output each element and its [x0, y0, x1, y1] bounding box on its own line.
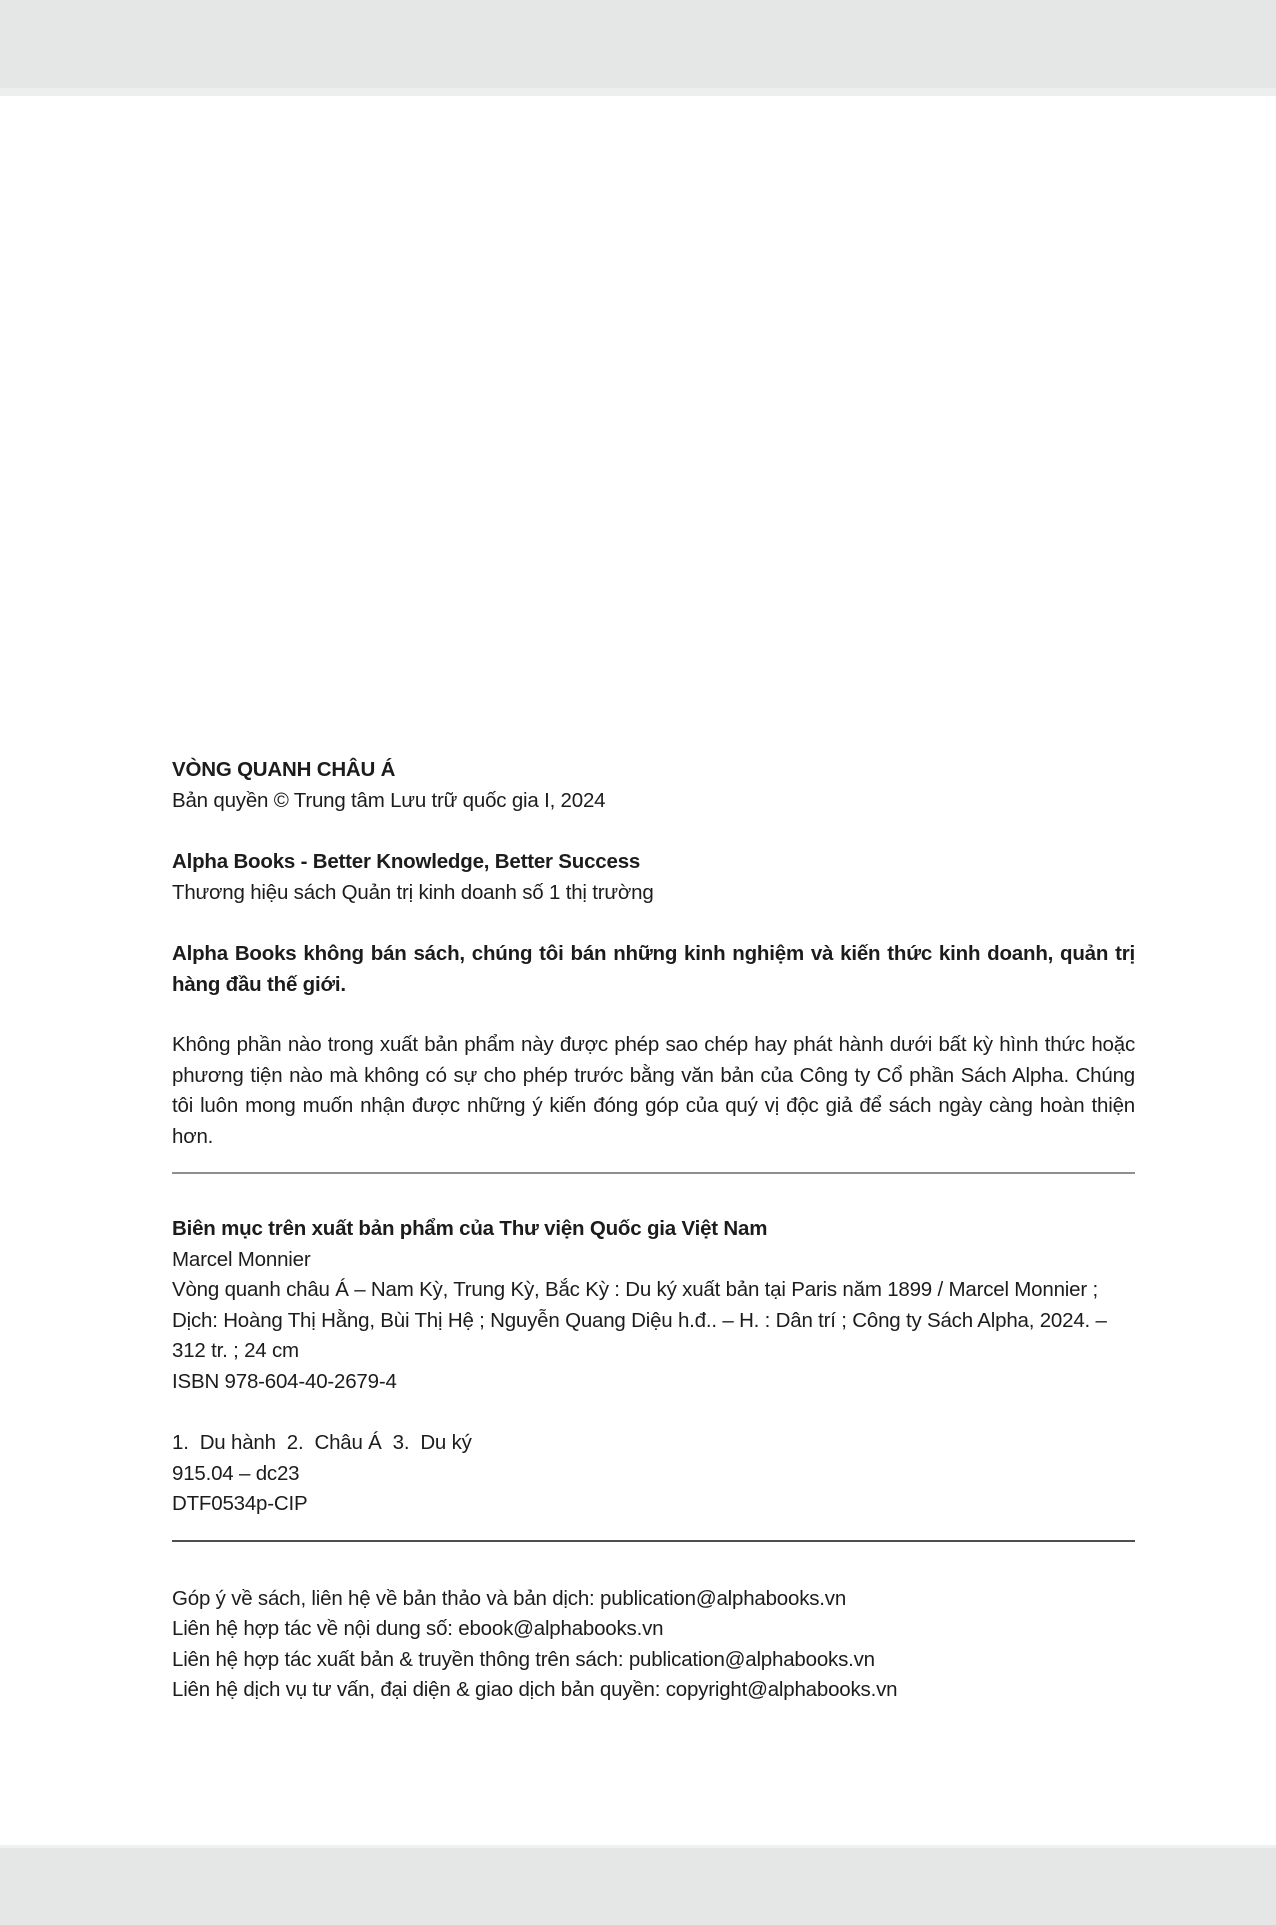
contact-line-manuscript: Góp ý về sách, liên hệ về bản thảo và bản dịch: publication@alphabooks.vn [172, 1586, 847, 1610]
spacer [172, 908, 1135, 939]
contact-line-ebook: Liên hệ hợp tác về nội dung số: ebook@alphabooks.vn [172, 1617, 664, 1640]
book-title: VÒNG QUANH CHÂU Á [172, 758, 396, 781]
brand-tagline: Thương hiệu sách Quản trị kinh doanh số 1 thị trường [172, 880, 654, 904]
brand-block [172, 847, 1135, 908]
cataloging-heading: Biên mục trên xuất bản phẩm của Thư viện Quốc gia Việt Nam [172, 1217, 768, 1240]
cataloging-author: Marcel Monnier [172, 1247, 311, 1271]
cataloging-entry-line: Dịch: Hoàng Thị Hằng, Bùi Thị Hệ ; Nguyễn Quang Diệu h.đ.. – H. : Dân trí ; Công ty Sách Alpha, 2024. – [172, 1308, 1107, 1332]
cataloging-block [172, 1214, 1135, 1520]
license-paragraph: Không phần nào trong xuất bản phẩm này được phép sao chép hay phát hành dưới bất kỳ hình thức hoặc phương tiện nào mà không có sự cho phép trước bằng văn bản của Công ty Cổ phần Sách Alpha. Chúng tôi luôn mong muốn nhận được những ý kiến đóng góp của quý vị độc giả để sách ngày càng hoàn thiện hơn. [172, 1033, 1135, 1148]
spacer [172, 1397, 1135, 1428]
isbn-line: ISBN 978-604-40-2679-4 [172, 1369, 397, 1393]
brand-line: Alpha Books - Better Knowledge, Better Success [172, 850, 641, 873]
subject-headings-line: 1. Du hành 2. Châu Á 3. Du ký [172, 1431, 472, 1454]
cip-code-line: DTF0534p-CIP [172, 1492, 308, 1515]
top-letterbox-bar [0, 0, 1276, 96]
ddc-line: 915.04 – dc23 [172, 1461, 300, 1485]
title-block [172, 755, 1135, 816]
spacer [172, 816, 1135, 847]
cataloging-entry-line: Vòng quanh châu Á – Nam Kỳ, Trung Kỳ, Bắc Kỳ : Du ký xuất bản tại Paris năm 1899 / Marcel Monnier ; [172, 1278, 1098, 1301]
bottom-letterbox-bar [0, 1845, 1276, 1925]
divider-line-lower [172, 1540, 1135, 1542]
contact-block [172, 1584, 1135, 1706]
divider-line-upper [172, 1172, 1135, 1174]
cataloging-entry-line: 312 tr. ; 24 cm [172, 1339, 299, 1362]
slogan-paragraph: Alpha Books không bán sách, chúng tôi bán những kinh nghiệm và kiến thức kinh doanh, quản trị hàng đầu thế giới. [172, 942, 1135, 996]
contact-line-copyright: Liên hệ dịch vụ tư vấn, đại diện & giao dịch bản quyền: copyright@alphabooks.vn [172, 1678, 898, 1701]
copyright-line: Bản quyền © Trung tâm Lưu trữ quốc gia I, 2024 [172, 788, 606, 812]
contact-line-publication: Liên hệ hợp tác xuất bản & truyền thông trên sách: publication@alphabooks.vn [172, 1647, 875, 1671]
copyright-page [172, 755, 1135, 1706]
